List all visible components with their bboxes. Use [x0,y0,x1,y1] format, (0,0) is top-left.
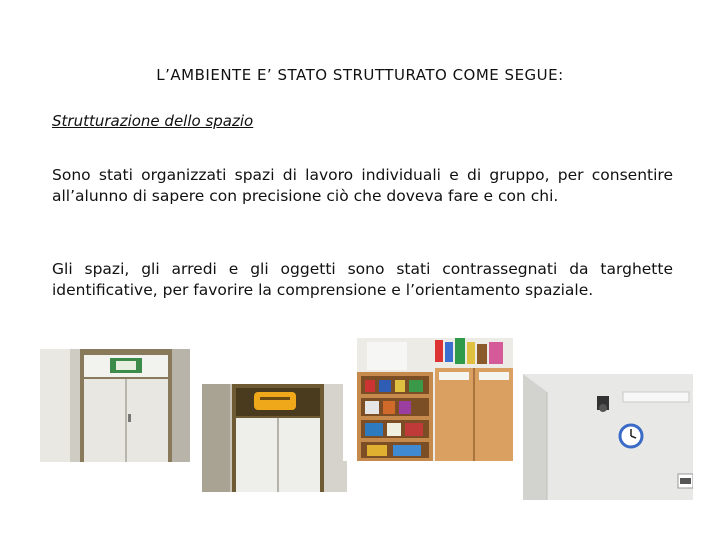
wall-with-clock-photo [523,374,693,500]
paragraph-labels: Gli spazi, gli arredi e gli oggetti sono stati contrassegnati da targhette identificative, per favorire la comprensione e l’orientamento spaziale. [52,260,673,299]
door-with-sign-photo [40,349,190,462]
double-door-with-orange-sign-photo [202,384,347,492]
page-title: L’AMBIENTE E’ STATO STRUTTURATO COME SEGUE: [156,66,564,84]
section-title: Strutturazione dello spazio [52,112,254,130]
classroom-cabinets-photo [343,338,513,461]
paragraph-workspaces: Sono stati organizzati spazi di lavoro individuali e di gruppo, per consentire all’alunno di sapere con precisione ciò che doveva fare e con chi. [52,166,673,205]
